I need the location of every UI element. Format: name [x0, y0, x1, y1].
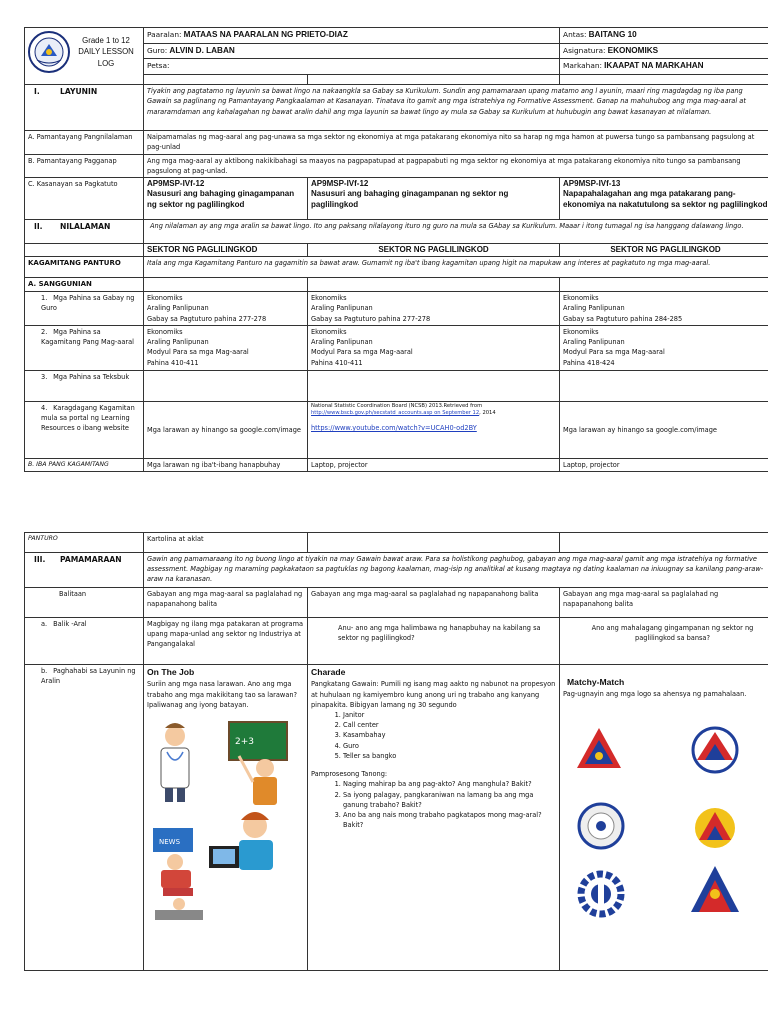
- paaralan-cell: Paaralan: MATAAS NA PAARALAN NG PRIETO-DIAZ: [144, 28, 560, 44]
- balik-aral-col-3: Ano ang mahalagang gingampanan ng sektor ng paglilingkod sa bansa?: [560, 618, 768, 665]
- gabay-guro-label: 1. Mga Pahina sa Gabay ng Guro: [25, 292, 144, 326]
- topic-3: SEKTOR NG PAGLILINGKOD: [560, 243, 768, 256]
- dll-table-bottom: [24, 532, 768, 971]
- karagdagang-col-3: Mga larawan ay hinango sa google.com/image: [560, 401, 768, 458]
- pamantayang-pangnilalaman-text: Naipamamalas ng mag-aaral ang pag-unawa sa mga sektor ng ekonomiya at mga patakarang ekonomiya nito sa harap ng mga hamon at puwersa tungo sa pambansang pagsulong at pag-unlad: [144, 131, 768, 154]
- paghahabi-col-3: [560, 665, 768, 971]
- pamantayang-pagganap-label: B. Pamantayang Pagganap: [25, 154, 144, 177]
- dole-logo-icon: [577, 728, 621, 768]
- dti-logo-icon: [695, 808, 735, 848]
- matchy-match-title: Matchy-Match: [567, 677, 625, 687]
- sanggunian-heading: A. SANGGUNIAN: [25, 278, 144, 292]
- teksbuk-label: 3. Mga Pahina sa Teksbuk: [25, 370, 144, 401]
- youtube-link[interactable]: https://www.youtube.com/watch?v=UCAH0-od2BY: [311, 424, 477, 433]
- profession-list: 1. Janitor 2. Call center 3. Kasambahay 4. Guro 5. Teller sa bangko: [311, 710, 556, 761]
- ncsb-link[interactable]: http://www.bscb.gov.ph/secstatd_accounts.asp on September 12: [311, 410, 480, 417]
- pamamaraan-heading: III. PAMAMARAAN: [25, 553, 144, 588]
- iba-pang-col-1: Mga larawan ng iba't-ibang hanapbuhay: [144, 458, 308, 471]
- kartolina-cell: Kartolina at aklat: [144, 533, 308, 553]
- page-two: [24, 532, 768, 971]
- office-worker-figure-icon: [209, 812, 273, 870]
- kasanayan-col-3: AP9MSP-IVf-13 Napapahalagahan ang mga patakarang pang-ekonomiya na nakatutulong sa sektor ng paglilingkod: [560, 177, 768, 219]
- balitaan-label: Balitaan: [25, 588, 144, 618]
- charade-title: Charade: [311, 667, 346, 677]
- nilalaman-text: Ang nilalaman ay ang mga aralin sa bawat lingo. Ito ang paksang nilalayong ituro ng guro na mula sa GAbay sa Kurikulum. Maaar i itong tumagal ng isa hanggang dalawang lingo.: [144, 219, 768, 243]
- teacher-figure-icon: [229, 722, 287, 805]
- panturo-label: PANTURO: [25, 533, 144, 553]
- kagamitang-mag-aaral-label: 2. Mga Pahina sa Kagamitang Pang Mag-aaral: [25, 325, 144, 370]
- dll-table-top: [24, 27, 768, 472]
- kasanayan-label: C. Kasanayan sa Pagkatuto: [25, 177, 144, 219]
- charade-text: Pangkatang Gawain: Pumili ng isang mag aakto ng nabunot na propesyon at huhulaan ng kamiyembro kung anong uri ng trabaho ang kanyang pinapakita. Bibigyan lamang ng 30 segundo: [311, 680, 556, 709]
- pnp-logo-icon: [691, 866, 739, 912]
- balik-aral-label: a. Balik -Aral: [25, 618, 144, 665]
- agency-logos: [563, 716, 763, 926]
- news-anchor-figure-icon: [153, 828, 193, 888]
- question-list: 1. Naging mahirap ba ang pag-akto? Ang manghula? Bakit? 2. Sa iyong palagay, pangkaraniwan na lamang ba ang mga ganung trabaho? Bakit? 3. Ano ba ang nais mong trabaho pagkatapos mong mag-aral? Bakit?: [311, 779, 556, 830]
- dll-label: DAILY LESSON: [78, 47, 134, 57]
- markahan-value: IKAAPAT NA MARKAHAN: [604, 61, 704, 71]
- svg-text:2+3: 2+3: [235, 736, 254, 747]
- balitaan-col-1: Gabayan ang mga mag-aaral sa paglalahad ng napapanahong balita: [144, 588, 308, 618]
- pamantayang-pangnilalaman-label: A. Pamantayang Pangnilalaman: [25, 131, 144, 154]
- doctor-figure-icon: [161, 723, 189, 802]
- kasanayan-col-2: AP9MSP-IVf-12 Nasusuri ang bahaging ginagampanan ng sektor ng paglilingkod: [308, 177, 560, 219]
- on-the-job-text: Suriin ang mga nasa larawan. Ano ang mga trabaho ang mga makikitang tao sa larawan? Ipaliwanag ang iyong batayan.: [147, 680, 298, 709]
- pamprosesong-tanong-title: Pamprosesong Tanong:: [311, 770, 388, 779]
- iba-pang-col-2: Laptop, projector: [308, 458, 560, 471]
- paghahabi-col-2: [308, 665, 560, 971]
- gabay-guro-col-3: Ekonomiks Araling Panlipunan Gabay sa Pagtuturo pahina 284-285: [560, 292, 768, 326]
- karagdagang-kagamitan-label: 4. Karagdagang Kagamitan mula sa portal ng Learning Resources o ibang website: [25, 401, 144, 458]
- antas-cell: Antas: BAITANG 10: [560, 28, 768, 44]
- guro-cell: Guro: ALVIN D. LABAN: [144, 43, 560, 59]
- iba-pang-label: B. IBA PANG KAGAMITANG: [25, 458, 144, 471]
- nilalaman-heading: II. NILALAMAN: [25, 219, 144, 243]
- dfa-logo-icon: [693, 728, 737, 772]
- kagamitang-label: KAGAMITANG PANTURO: [25, 257, 144, 278]
- markahan-cell: Markahan: IKAAPAT NA MARKAHAN: [560, 59, 768, 75]
- tesda-gear-icon: [581, 874, 621, 914]
- paghahabi-label: b. Paghahabi sa Layunin ng Aralin: [25, 665, 144, 971]
- layunin-text: Tiyakin ang pagtatamo ng layunin sa bawat lingo na nakaangkla sa Gabay sa Kurikulum. Sundin ang pamamaraan upang matamo ang l ayunin, maari ring magdagdag ng iba pang Gawain sa paglinang ng Pamantayang Pangkaalaman at Kasanayan. Tinatava ito gamit ang mga istratehiya ng Formative Assessment. Ganap na mahuhubog ang mga mag-aaral at mararamdaman ang kahalagahan ng bawat aralin dahil ang mga layunin sa bawat lingo ay mula sa Gabay sa Kurikulum at huhubugin ang bawat kasanayan at nilalaman.: [144, 85, 768, 131]
- log-label: LOG: [97, 58, 115, 68]
- guro-value: ALVIN D. LABAN: [169, 45, 235, 55]
- cashier-figure-icon: [155, 888, 203, 920]
- topic-1: SEKTOR NG PAGLILINGKOD: [144, 243, 308, 256]
- occupations-illustration: [147, 716, 297, 921]
- pamamaraan-text: Gawin ang pamamaraang ito ng buong lingo at tiyakin na may Gawain bawat araw. Para sa holistikong paghubog, gabayan ang mga mag-aaral gamit ang mga istratehiya ng formative assessment. Magbigay ng maraming pagkakataon sa pagtuklas ng bagong kaalaman, mag-isip ng analitikal at kusang magtaya ng dating kaalaman na iniuugnay sa kanilang pang-araw-araw na karanasan.: [144, 553, 768, 588]
- petsa-cell: Petsa:: [144, 59, 560, 75]
- prc-seal-icon: [579, 804, 623, 848]
- on-the-job-title: On The Job: [147, 667, 195, 677]
- kasanayan-col-1: AP9MSP-IVf-12 Nasusuri ang bahaging ginagampanan ng sektor ng paglilingkod: [144, 177, 308, 219]
- balik-aral-col-1: Magbigay ng ilang mga patakaran at programa upang mapa-unlad ang sektor ng Industriya at Pangangalakal: [144, 618, 308, 665]
- balitaan-col-3: Gabayan ang mga mag-aaral sa paglalahad ng napapanahong balita: [560, 588, 768, 618]
- kagamitang-mag-aaral-col-1: Ekonomiks Araling Panlipunan Modyul Para sa mga Mag-aaral Pahina 410-411: [144, 325, 308, 370]
- page-one: [24, 27, 768, 472]
- iba-pang-col-3: Laptop, projector: [560, 458, 768, 471]
- kagamitang-mag-aaral-col-3: Ekonomiks Araling Panlipunan Modyul Para sa mga Mag-aaral Pahina 418-424: [560, 325, 768, 370]
- header-branding: [25, 28, 144, 85]
- paghahabi-col-1: [144, 665, 308, 971]
- kagamitang-text: Itala ang mga Kagamitang Panturo na gagamitin sa bawat araw. Gumamit ng iba't ibang kagamitan upang higit na mapukaw ang interes at pagkatuto ng mga mag-aaral.: [144, 257, 768, 278]
- topic-2: SEKTOR NG PAGLILINGKOD: [308, 243, 560, 256]
- karagdagang-col-2: National Statistic Coordination Board (NCSB) 2013.Retrieved from http://www.bscb.gov.ph/secstatd_accounts.asp on September 12, 2014 https://www.youtube.com/watch?v=UCAH0-od2BY: [308, 401, 560, 458]
- pamantayang-pagganap-text: Ang mga mag-aaral ay aktibong nakikibahagi sa maayos na pagpapatupad at pagpapabuti ng mga sektor ng ekonomiya at mga patakarang ekonomiya nito tungo sa pambansang pagsulong at pag-unlad.: [144, 154, 768, 177]
- deped-seal-icon: [27, 30, 71, 74]
- gabay-guro-col-1: Ekonomiks Araling Panlipunan Gabay sa Pagtuturo pahina 277-278: [144, 292, 308, 326]
- layunin-heading: I. LAYUNIN: [25, 85, 144, 131]
- asignatura-cell: Asignatura: EKONOMIKS: [560, 43, 768, 59]
- svg-text:NEWS: NEWS: [159, 837, 181, 846]
- kagamitang-mag-aaral-col-2: Ekonomiks Araling Panlipunan Modyul Para sa mga Mag-aaral Pahina 410-411: [308, 325, 560, 370]
- paaralan-value: MATAAS NA PAARALAN NG PRIETO-DIAZ: [183, 30, 348, 39]
- asignatura-value: EKONOMIKS: [607, 45, 659, 55]
- antas-value: BAITANG 10: [588, 30, 637, 39]
- balitaan-col-2: Gabayan ang mga mag-aaral sa paglalahad ng napapanahong balita: [308, 588, 560, 618]
- karagdagang-col-1: Mga larawan ay hinango sa google.com/image: [144, 401, 308, 458]
- grade-label: Grade 1 to 12: [82, 36, 130, 46]
- gabay-guro-col-2: Ekonomiks Araling Panlipunan Gabay sa Pagtuturo pahina 277-278: [308, 292, 560, 326]
- matchy-match-text: Pag-ugnayin ang mga logo sa ahensya ng pamahalaan.: [563, 690, 747, 699]
- balik-aral-col-2: Anu- ano ang mga halimbawa ng hanapbuhay na kabilang sa sektor ng paglilingkod?: [308, 618, 560, 665]
